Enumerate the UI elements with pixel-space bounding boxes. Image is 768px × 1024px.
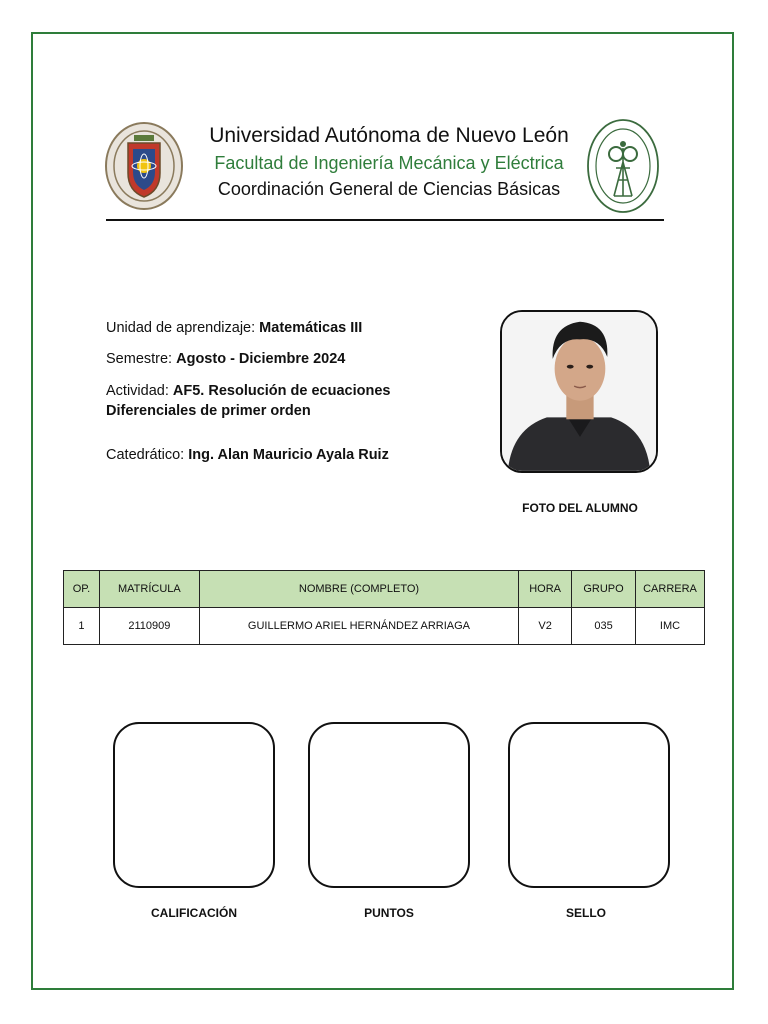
semestre-value: Agosto - Diciembre 2024 bbox=[176, 351, 346, 367]
unidad-row bbox=[106, 318, 446, 338]
unidad-value: Matemáticas III bbox=[259, 320, 363, 336]
unidad-label: Unidad de aprendizaje: bbox=[106, 320, 260, 336]
calificacion-label: CALIFICACIÓN bbox=[151, 906, 237, 920]
puntos-box bbox=[308, 722, 470, 888]
cell-grupo: 035 bbox=[572, 608, 636, 645]
sello-label: SELLO bbox=[565, 906, 606, 920]
faculty-name: Facultad de Ingeniería Mecánica y Eléctrica bbox=[214, 153, 564, 173]
student-photo bbox=[500, 310, 658, 473]
catedratico-value: Ing. Alan Mauricio Ayala Ruiz bbox=[188, 447, 389, 463]
table-row bbox=[64, 608, 705, 645]
header-hora: HORA bbox=[519, 571, 572, 608]
actividad-row bbox=[106, 381, 446, 421]
calificacion-box bbox=[113, 722, 275, 888]
actividad-value-line2: Diferenciales de primer orden bbox=[106, 403, 311, 419]
puntos-label: PUNTOS bbox=[364, 906, 414, 920]
uanl-logo-icon bbox=[104, 121, 184, 211]
university-name: Universidad Autónoma de Nuevo León bbox=[209, 124, 569, 147]
photo-caption: FOTO DEL ALUMNO bbox=[522, 501, 638, 515]
header-carrera: CARRERA bbox=[635, 571, 704, 608]
actividad-value-line1: AF5. Resolución de ecuaciones bbox=[172, 383, 391, 399]
cell-matricula: 2110909 bbox=[99, 608, 199, 645]
table-header-row bbox=[64, 571, 705, 608]
header-grupo: GRUPO bbox=[572, 571, 636, 608]
semestre-label: Semestre: bbox=[106, 351, 177, 367]
header-nombre: NOMBRE (COMPLETO) bbox=[199, 571, 518, 608]
sello-box bbox=[508, 722, 670, 888]
coordination-name: Coordinación General de Ciencias Básicas bbox=[217, 179, 561, 199]
cell-carrera: IMC bbox=[635, 608, 704, 645]
header-divider bbox=[106, 219, 664, 221]
cell-op: 1 bbox=[64, 608, 100, 645]
header-op: OP. bbox=[64, 571, 100, 608]
student-table bbox=[63, 570, 705, 645]
header-text-block bbox=[196, 122, 582, 202]
header-matricula: MATRÍCULA bbox=[99, 571, 199, 608]
semestre-row bbox=[106, 349, 446, 369]
actividad-label: Actividad: bbox=[106, 383, 173, 399]
cell-nombre: GUILLERMO ARIEL HERNÁNDEZ ARRIAGA bbox=[199, 608, 518, 645]
student-portrait-icon bbox=[502, 312, 656, 471]
cell-hora: V2 bbox=[519, 608, 572, 645]
catedratico-label: Catedrático: bbox=[106, 447, 189, 463]
activity-info bbox=[106, 318, 446, 465]
fime-logo-icon bbox=[586, 118, 660, 214]
catedratico-row bbox=[106, 445, 446, 465]
